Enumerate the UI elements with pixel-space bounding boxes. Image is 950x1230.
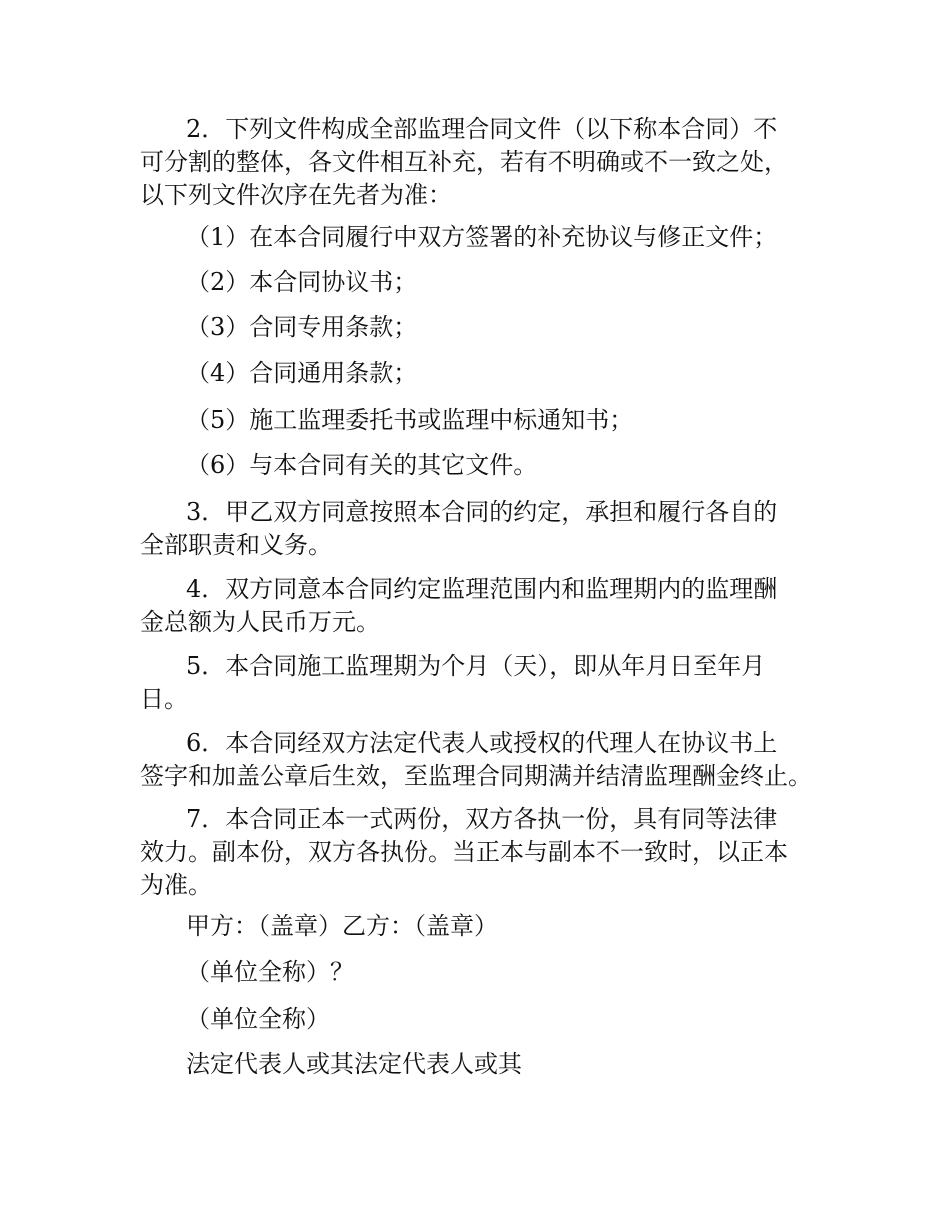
list-item-4 bbox=[140, 357, 830, 390]
legal-representative-text: 法定代表人或其法定代表人或其 bbox=[186, 1050, 522, 1078]
paragraph-3 bbox=[140, 496, 830, 562]
legal-representative bbox=[140, 1048, 830, 1081]
paragraph-line: 3．甲乙双方同意按照本合同的约定，承担和履行各自的 bbox=[186, 498, 778, 526]
paragraph-7 bbox=[140, 803, 830, 902]
paragraph-line: 签字和加盖公章后生效，至监理合同期满并结清监理酬金终止。 bbox=[140, 762, 812, 790]
list-item-6 bbox=[140, 449, 830, 482]
list-item-1 bbox=[140, 221, 830, 254]
paragraph-line: 7．本合同正本一式两份，双方各执一份，具有同等法律 bbox=[186, 805, 778, 833]
paragraph-line: 6．本合同经双方法定代表人或授权的代理人在协议书上 bbox=[186, 729, 778, 757]
paragraph-line: 4．双方同意本合同约定监理范围内和监理期内的监理酬 bbox=[186, 575, 778, 603]
signature-parties-text: 甲方：（盖章）乙方：（盖章） bbox=[186, 912, 498, 940]
paragraph-2 bbox=[140, 113, 830, 212]
list-item-text: （6）与本合同有关的其它文件。 bbox=[186, 451, 538, 479]
list-item-text: （1）在本合同履行中双方签署的补充协议与修正文件； bbox=[186, 223, 778, 251]
paragraph-line: 日。 bbox=[140, 685, 188, 713]
paragraph-line: 效力。副本份，双方各执份。当正本与副本不一致时，以正本 bbox=[140, 838, 788, 866]
signature-parties bbox=[140, 910, 830, 943]
party-b-name bbox=[140, 1003, 830, 1036]
paragraph-5 bbox=[140, 650, 830, 716]
paragraph-line: 为准。 bbox=[140, 871, 212, 899]
party-b-name-text: （单位全称） bbox=[186, 1005, 330, 1033]
list-item-text: （3）合同专用条款； bbox=[186, 313, 418, 341]
paragraph-4 bbox=[140, 573, 830, 639]
paragraph-line: 金总额为人民币万元。 bbox=[140, 608, 380, 636]
party-a-name bbox=[140, 956, 830, 989]
paragraph-line: 5．本合同施工监理期为个月（天），即从年月日至年月 bbox=[186, 652, 766, 680]
list-item-3 bbox=[140, 311, 830, 344]
list-item-5 bbox=[140, 404, 830, 437]
list-item-text: （5）施工监理委托书或监理中标通知书； bbox=[186, 406, 634, 434]
paragraph-line: 2．下列文件构成全部监理合同文件（以下称本合同）不 bbox=[186, 115, 778, 143]
paragraph-line: 以下列文件次序在先者为准： bbox=[140, 181, 452, 209]
paragraph-6 bbox=[140, 727, 830, 793]
list-item-2 bbox=[140, 266, 830, 299]
list-item-text: （2）本合同协议书； bbox=[186, 268, 418, 296]
list-item-text: （4）合同通用条款； bbox=[186, 359, 418, 387]
paragraph-line: 可分割的整体，各文件相互补充，若有不明确或不一致之处， bbox=[140, 148, 788, 176]
party-a-name-text: （单位全称）？ bbox=[186, 958, 354, 986]
paragraph-line: 全部职责和义务。 bbox=[140, 531, 332, 559]
